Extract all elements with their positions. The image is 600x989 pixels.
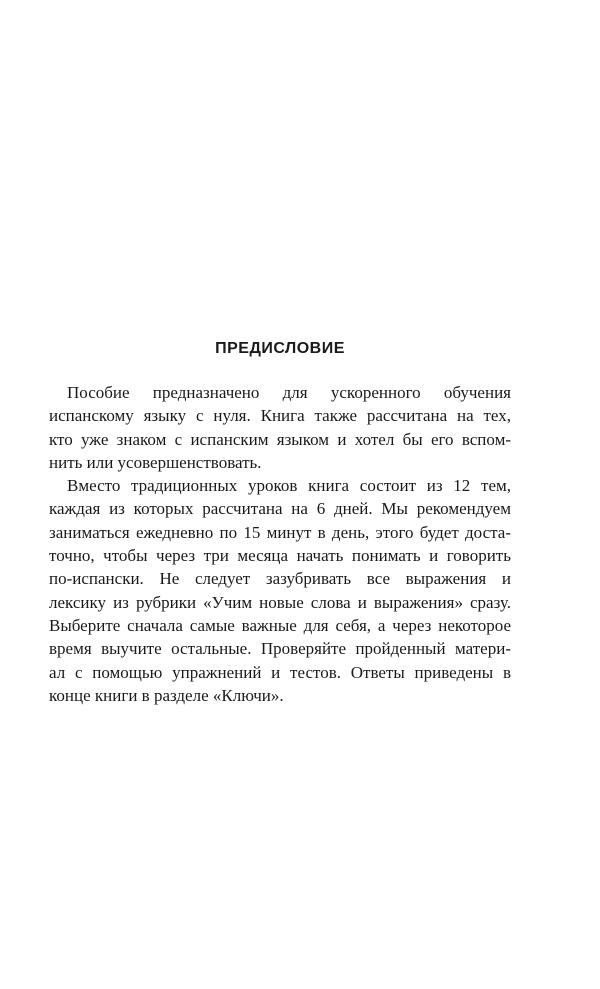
text-line: Выберите сначала самые важные для себя, а через некоторое	[49, 615, 511, 635]
text-line: ал с помощью упражнений и тестов. Ответы приведены в	[49, 662, 511, 682]
text-line: Пособие предназначено для ускоренного обучения	[67, 383, 511, 402]
text-line: кто уже знаком с испанским языком и хотел бы его вспом-	[49, 429, 511, 449]
text-line: по-испански. Не следует зазубривать все выражения и	[49, 569, 511, 589]
text-line: заниматься ежедневно по 15 минут в день, этого будет доста-	[49, 522, 511, 542]
paragraph-2	[49, 474, 511, 707]
page-title: ПРЕДИСЛОВИЕ	[215, 340, 345, 357]
text-line: лексику из рубрики «Учим новые слова и выражения» сразу.	[49, 592, 511, 612]
text-line: Вместо традиционных уроков книга состоит из 12 тем,	[67, 476, 511, 496]
body-text	[49, 381, 511, 707]
text-line: время выучите остальные. Проверяйте пройденный матери-	[49, 639, 511, 659]
paragraph-1	[49, 381, 511, 474]
text-line: точно, чтобы через три месяца начать понимать и говорить	[49, 546, 511, 566]
text-line: конце книги в разделе «Ключи».	[49, 685, 284, 705]
text-line: нить или усовершенствовать.	[49, 452, 262, 472]
text-line: испанскому языку с нуля. Книга также рассчитана на тех,	[49, 406, 511, 426]
text-line: каждая из которых рассчитана на 6 дней. Мы рекомендуем	[49, 499, 511, 519]
